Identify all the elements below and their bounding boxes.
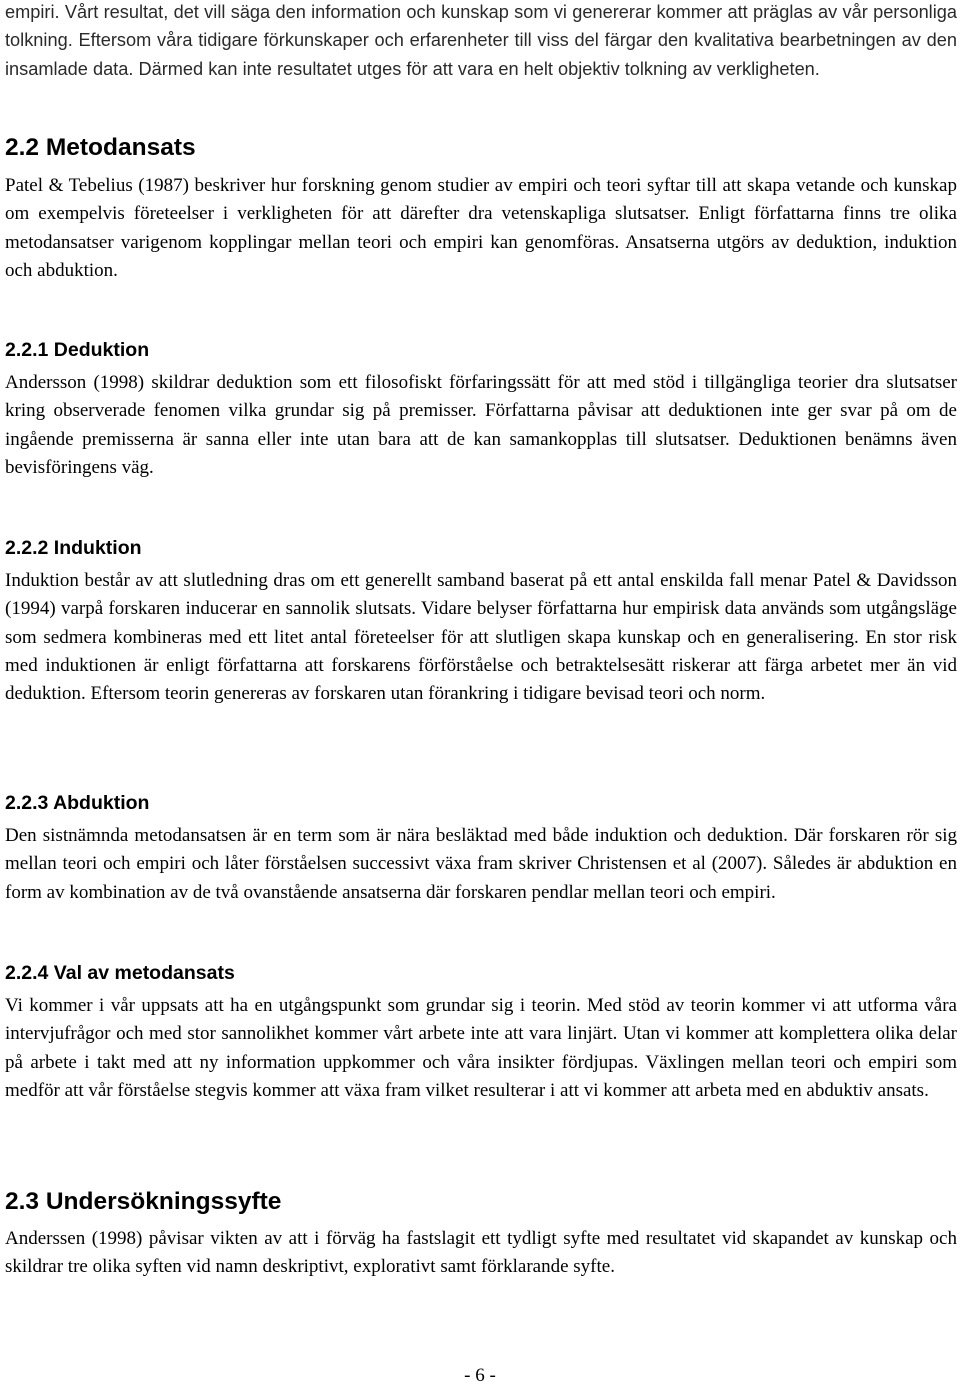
- section-paragraph: Anderssen (1998) påvisar vikten av att i förväg ha fastslagit ett tydligt syfte med resultatet vid skapandet av kunskap och skildrar tre olika syften vid namn deskriptivt, explorativt samt förklarande syfte.: [5, 1228, 957, 1278]
- subsection-heading: 2.2.1 Deduktion: [5, 339, 150, 361]
- section-paragraph: Patel & Tebelius (1987) beskriver hur forskning genom studier av empiri och teori syftar till att skapa vetande och kunskap om exempelvis företeelser i verkligheten för att därefter dra vetenskapliga slutsatser. Enligt författarna finns tre olika metodansatser varigenom kopplingar mellan teori och empiri kan genomföras. Ansatserna utgörs av deduktion, induktion och abduktion.: [5, 175, 957, 281]
- subsection-paragraph: Induktion består av att slutledning dras om ett generellt samband baserat på ett antal enskilda fall menar Patel & Davidsson (1994) varpå forskaren inducerar en sannolik slutsats. Vidare belyser författarna hur empirisk data används som utgångsläge som sedmera kombineras med ett litet antal företeelser för att slutligen skapa kunskap och en generalisering. En stor risk med induktionen är enligt författarna att forskarens förförståelse och betraktelsesätt riskerar att färga arbetet mer än vid deduktion. Eftersom teorin genereras av forskaren utan förankring i tidigare bevisad teori och norm.: [5, 570, 957, 705]
- subsection-paragraph: Vi kommer i vår uppsats att ha en utgångspunkt som grundar sig i teorin. Med stöd av teorin kommer vi att utforma våra intervjufrågor och med stor sannolikhet kommer vårt arbete inte att vara linjärt. Utan vi kommer att komplettera olika delar på arbete i takt med att ny information uppkommer och våra insikter fördjupas. Växlingen mellan teori och empiri som medför att vår förståelse stegvis kommer att växa fram vilket resulterar i att vi kommer att arbeta med en abduktiv ansats.: [5, 995, 957, 1101]
- section-2-2-2: [5, 535, 957, 708]
- intro-paragraph: empiri. Vårt resultat, det vill säga den information och kunskap som vi genererar kommer att präglas av vår personliga tolkning. Eftersom våra tidigare förkunskaper och erfarenheter till viss del färgar den kvalitativa bearbetningen av den insamlade data. Därmed kan inte resultatet utges för att vara en helt objektiv tolkning av verkligheten.: [5, 2, 957, 79]
- section-2-2-4: [5, 960, 957, 1105]
- section-heading: 2.2 Metodansats: [5, 134, 196, 161]
- page-number: - 6 -: [464, 1365, 496, 1386]
- subsection-heading: 2.2.4 Val av metodansats: [5, 962, 235, 984]
- subsection-heading: 2.2.2 Induktion: [5, 537, 142, 559]
- section-2-2: [5, 133, 957, 285]
- section-2-2-1: [5, 337, 957, 482]
- subsection-heading: 2.2.3 Abduktion: [5, 792, 150, 814]
- section-2-3: [5, 1187, 957, 1282]
- subsection-paragraph: Den sistnämnda metodansatsen är en term som är nära besläktad med både induktion och deduktion. Där forskaren rör sig mellan teori och empiri och låter förståelsen successivt växa fram skriver Christensen et al (2007). Således är abduktion en form av kombination av de två ovanstående ansatserna där forskaren pendlar mellan teori och empiri.: [5, 825, 957, 903]
- section-heading: 2.3 Undersökningssyfte: [5, 1188, 282, 1215]
- section-2-2-3: [5, 790, 957, 907]
- intro-section: [5, 0, 957, 83]
- subsection-paragraph: Andersson (1998) skildrar deduktion som ett filosofiskt förfaringssätt för att med stöd i tillgängliga teorier dra slutsatser kring observerade fenomen vilka grundar sig på premisser. Författarna påvisar att deduktionen inte ger svar på om de ingående premisserna är sanna eller inte utan bara att de kan samankopplas till slutsatser. Deduktionen benämns även bevisföringens väg.: [5, 372, 957, 478]
